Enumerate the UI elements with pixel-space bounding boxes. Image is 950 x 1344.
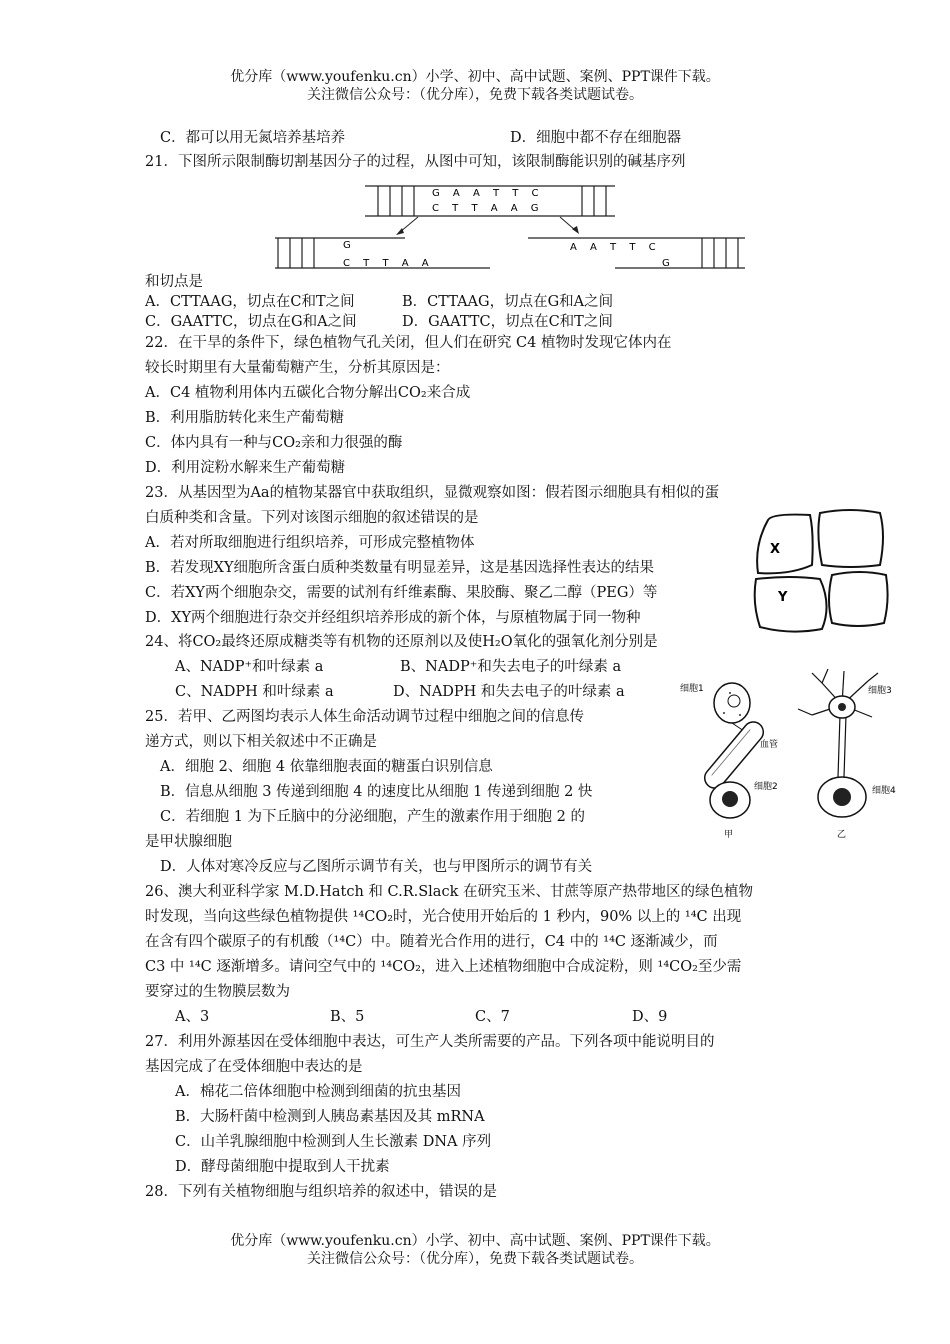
q25-option-a: A．细胞 2、细胞 4 依靠细胞表面的糖蛋白识别信息	[160, 759, 493, 775]
q25-stem-2: 递方式，则以下相关叙述中不正确是	[145, 734, 377, 750]
q21-stem-2: 和切点是	[145, 274, 203, 290]
q26-option-b: B、5	[330, 1009, 365, 1025]
footer-line-2: 关注微信公众号：（优分库），免费下载各类试题试卷。	[307, 1251, 643, 1267]
q20-option-c: C．都可以用无氮培养基培养	[160, 130, 346, 146]
q27-option-b: B．大肠杆菌中检测到人胰岛素基因及其 mRNA	[175, 1109, 485, 1125]
q25-option-c-2: 是甲状腺细胞	[145, 834, 232, 850]
q26-option-d: D、9	[632, 1009, 668, 1025]
q22-option-d: D．利用淀粉水解来生产葡萄糖	[145, 460, 346, 476]
cell-3-label: 细胞3	[868, 686, 892, 696]
q21-stem-1: 21．下图所示限制酶切割基因分子的过程，从图中可知，该限制酶能识别的碱基序列	[145, 154, 686, 170]
q20-option-d: D．细胞中都不存在细胞器	[510, 130, 682, 146]
q21-option-a: A．CTTAAG，切点在C和T之间	[145, 294, 355, 310]
q27-option-c: C．山羊乳腺细胞中检测到人生长激素 DNA 序列	[175, 1134, 492, 1150]
figure-jia-label: 甲	[724, 830, 734, 840]
q26-line-3: 在含有四个碳原子的有机酸（¹⁴C）中。随着光合作用的进行，C4 中的 ¹⁴C 逐渐减少，而	[145, 934, 718, 950]
left-fragment-top: G	[343, 240, 351, 251]
q26-line-1: 26、澳大利亚科学家 M.D.Hatch 和 C.R.Slack 在研究玉米、甘蔗等原产热带地区的绿色植物	[145, 884, 753, 900]
q23-stem-2: 白质种类和含量。下列对该图示细胞的叙述错误的是	[145, 510, 479, 526]
q26-line-5: 要穿过的生物膜层数为	[145, 984, 290, 1000]
q23-option-a: A．若对所取细胞进行组织培养，可形成完整植物体	[145, 535, 475, 551]
cell-4-label: 细胞4	[872, 786, 896, 796]
cell-1-label: 细胞1	[680, 684, 704, 694]
q28-stem: 28．下列有关植物细胞与组织培养的叙述中，错误的是	[145, 1184, 497, 1200]
q24-stem: 24、将CO₂最终还原成糖类等有机物的还原剂以及使H₂O氧化的强氧化剂分别是	[145, 634, 658, 650]
q21-option-d: D．GAATTC，切点在C和T之间	[402, 314, 613, 330]
q22-stem-1: 22．在干旱的条件下，绿色植物气孔关闭，但人们在研究 C4 植物时发现它体内在	[145, 335, 672, 351]
header-line-2: 关注微信公众号：（优分库），免费下载各类试题试卷。	[307, 87, 643, 103]
q23-option-d: D．XY两个细胞进行杂交并经组织培养形成的新个体，与原植物属于同一物种	[145, 610, 641, 626]
q24-option-d: D、NADPH 和失去电子的叶绿素 a	[393, 684, 625, 700]
q25-stem-1: 25．若甲、乙两图均表示人体生命活动调节过程中细胞之间的信息传	[145, 709, 584, 725]
q25-option-d: D．人体对寒冷反应与乙图所示调节有关，也与甲图所示的调节有关	[160, 859, 593, 875]
q23-option-c: C．若XY两个细胞杂交，需要的试剂有纤维素酶、果胶酶、聚乙二醇（PEG）等	[145, 585, 658, 601]
top-strand-sequence: G A A T T C	[432, 188, 544, 199]
bottom-strand-sequence: C T T A A G	[432, 203, 544, 214]
right-fragment-bottom: G	[662, 258, 670, 269]
q22-stem-2: 较长时期里有大量葡萄糖产生，分析其原因是：	[145, 360, 450, 376]
q27-option-a: A．棉花二倍体细胞中检测到细菌的抗虫基因	[175, 1084, 461, 1100]
q26-line-2: 时发现，当向这些绿色植物提供 ¹⁴CO₂时，光合使用开始后的 1 秒内，90% 以上的 ¹⁴C 出现	[145, 909, 742, 925]
cell-x-label: X	[770, 542, 781, 557]
cell-2-label: 细胞2	[754, 782, 778, 792]
blood-vessel-label: 血管	[760, 740, 779, 750]
left-fragment-bottom: C T T A A	[343, 258, 434, 269]
q27-stem-2: 基因完成了在受体细胞中表达的是	[145, 1059, 363, 1075]
cell-y-label: Y	[778, 590, 788, 605]
footer-line-1: 优分库（www.youfenku.cn）小学、初中、高中试题、案例、PPT课件下载。	[230, 1233, 720, 1249]
q22-option-a: A．C4 植物利用体内五碳化合物分解出CO₂来合成	[145, 385, 471, 401]
q23-stem-1: 23．从基因型为Aa的植物某器官中获取组织，显微观察如图：假若图示细胞具有相似的蛋	[145, 485, 720, 501]
q26-option-c: C、7	[475, 1009, 510, 1025]
q22-option-b: B．利用脂肪转化来生产葡萄糖	[145, 410, 345, 426]
header-line-1: 优分库（www.youfenku.cn）小学、初中、高中试题、案例、PPT课件下载。	[230, 69, 720, 85]
q25-option-b: B．信息从细胞 3 传递到细胞 4 的速度比从细胞 1 传递到细胞 2 快	[160, 784, 593, 800]
right-fragment-top: A A T T C	[570, 242, 661, 253]
q23-option-b: B．若发现XY细胞所含蛋白质种类数量有明显差异，这是基因选择性表达的结果	[145, 560, 655, 576]
restriction-enzyme-figure	[270, 180, 750, 275]
q21-option-c: C．GAATTC，切点在G和A之间	[145, 314, 357, 330]
q21-option-b: B．CTTAAG，切点在G和A之间	[402, 294, 614, 310]
q26-line-4: C3 中 ¹⁴C 逐渐增多。请问空气中的 ¹⁴CO₂，进入上述植物细胞中合成淀粉，则 ¹⁴CO₂至少需	[145, 959, 742, 975]
q24-option-b: B、NADP⁺和失去电子的叶绿素 a	[400, 659, 622, 675]
q22-option-c: C．体内具有一种与CO₂亲和力很强的酶	[145, 435, 403, 451]
q25-option-c-1: C．若细胞 1 为下丘脑中的分泌细胞，产生的激素作用于细胞 2 的	[160, 809, 585, 825]
q24-option-a: A、NADP⁺和叶绿素 a	[175, 659, 324, 675]
q26-option-a: A、3	[175, 1009, 210, 1025]
figure-yi-label: 乙	[837, 830, 847, 840]
cell-signaling-figure	[672, 665, 912, 845]
q27-option-d: D．酵母菌细胞中提取到人干扰素	[175, 1159, 390, 1175]
q27-stem-1: 27．利用外源基因在受体细胞中表达，可生产人类所需要的产品。下列各项中能说明目的	[145, 1034, 715, 1050]
plant-cells-figure	[750, 505, 892, 635]
q24-option-c: C、NADPH 和叶绿素 a	[175, 684, 334, 700]
